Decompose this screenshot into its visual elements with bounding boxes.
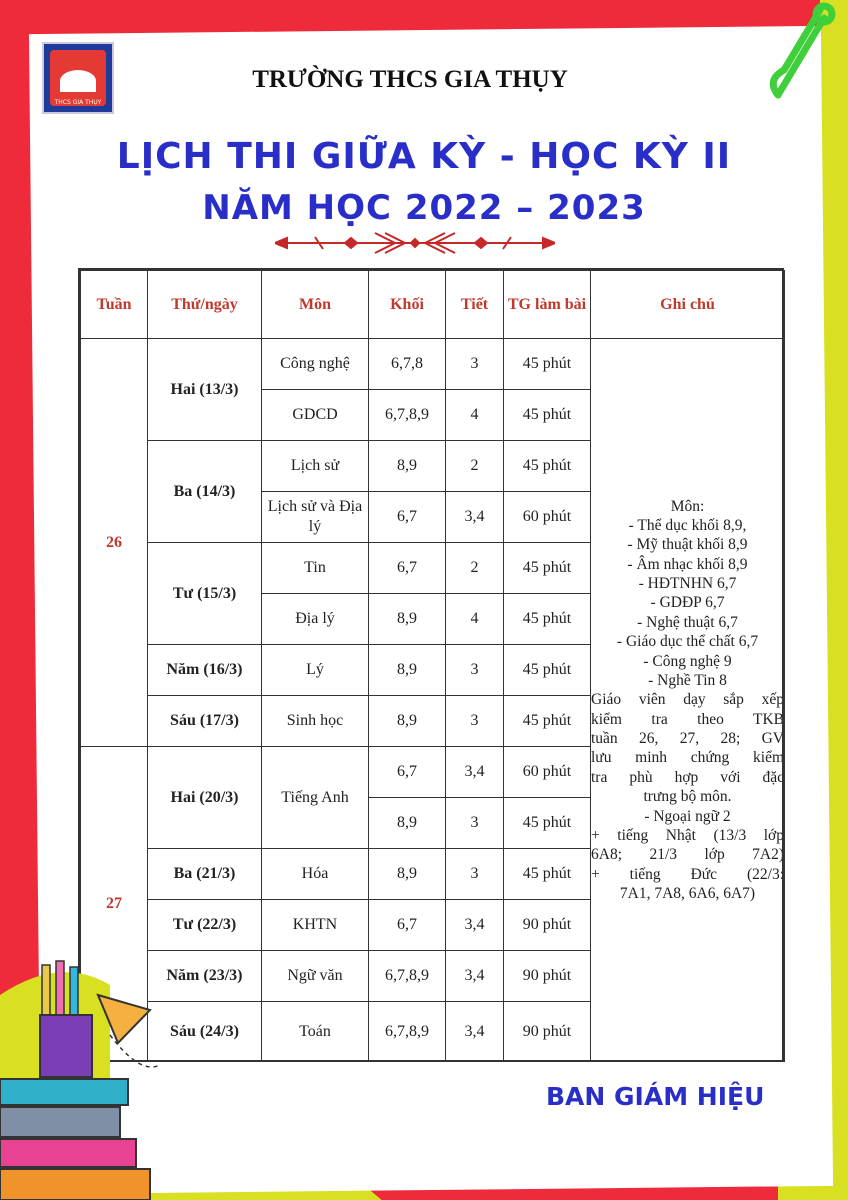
note-item: - Giáo dục thể chất 6,7 <box>616 633 759 651</box>
grade-cell: 8,9 <box>369 441 446 492</box>
note-item: - HĐTNHN 6,7 <box>638 575 737 593</box>
week-cell: 26 <box>81 339 148 747</box>
subject-cell: Lý <box>262 645 369 696</box>
page-title: LỊCH THI GIỮA KỲ - HỌC KỲ II <box>116 136 732 177</box>
period-cell: 3,4 <box>446 951 504 1002</box>
header-day: Thứ/ngày <box>148 271 262 339</box>
day-cell: Ba (21/3) <box>148 849 262 900</box>
subject-cell: Hóa <box>262 849 369 900</box>
duration-cell: 60 phút <box>504 747 591 798</box>
duration-cell: 45 phút <box>504 645 591 696</box>
subject-cell: Địa lý <box>262 594 369 645</box>
subject-cell: Ngữ văn <box>262 951 369 1002</box>
duration-cell: 90 phút <box>504 951 591 1002</box>
note-item: - Âm nhạc khối 8,9 <box>627 555 748 573</box>
day-cell: Ba (14/3) <box>148 441 262 543</box>
grade-cell: 6,7 <box>369 747 446 798</box>
grade-cell: 6,7,8,9 <box>369 390 446 441</box>
day-cell: Tư (22/3) <box>148 900 262 951</box>
logo-text: THCS GIA THỤY <box>54 99 102 106</box>
note-item: - Mỹ thuật khối 8,9 <box>627 536 748 554</box>
duration-cell: 45 phút <box>504 798 591 849</box>
note-paragraph-end: trưng bộ môn. <box>643 788 732 806</box>
grade-cell: 8,9 <box>369 645 446 696</box>
note-item: - Nghề Tin 8 <box>648 671 727 689</box>
subject-cell: KHTN <box>262 900 369 951</box>
note-language-end: 7A1, 7A8, 6A6, 6A7) <box>619 885 756 903</box>
period-cell: 2 <box>446 543 504 594</box>
exam-schedule-table <box>80 270 785 1062</box>
note-language-title: - Ngoại ngữ 2 <box>644 807 731 825</box>
note-language-line: + tiếng Nhật (13/3 lớp <box>591 826 784 844</box>
duration-cell: 45 phút <box>504 696 591 747</box>
duration-cell: 60 phút <box>504 492 591 543</box>
duration-cell: 45 phút <box>504 390 591 441</box>
table-row <box>81 339 785 390</box>
duration-cell: 90 phút <box>504 900 591 951</box>
day-cell: Năm (16/3) <box>148 645 262 696</box>
note-paragraph-line: tuần 26, 27, 28; GV <box>591 730 784 748</box>
duration-cell: 45 phút <box>504 441 591 492</box>
duration-cell: 45 phút <box>504 594 591 645</box>
day-cell: Hai (13/3) <box>148 339 262 441</box>
grade-cell: 8,9 <box>369 594 446 645</box>
grade-cell: 6,7,8 <box>369 339 446 390</box>
signature-title: BAN GIÁM HIỆU <box>546 1082 765 1111</box>
subject-cell: Lịch sử và Địa lý <box>262 492 369 543</box>
period-cell: 3 <box>446 798 504 849</box>
note-paragraph-line: Giáo viên dạy sắp xếp <box>591 691 784 709</box>
period-cell: 3,4 <box>446 1002 504 1062</box>
day-cell: Tư (15/3) <box>148 543 262 645</box>
header-note: Ghi chú <box>591 271 785 339</box>
note-cell <box>591 339 785 1062</box>
note-paragraph-line: kiểm tra theo TKB <box>591 710 784 728</box>
duration-cell: 90 phút <box>504 1002 591 1062</box>
header-period: Tiết <box>446 271 504 339</box>
period-cell: 4 <box>446 390 504 441</box>
period-cell: 3 <box>446 696 504 747</box>
period-cell: 3,4 <box>446 492 504 543</box>
day-cell: Sáu (17/3) <box>148 696 262 747</box>
subject-cell: Tin <box>262 543 369 594</box>
day-cell: Hai (20/3) <box>148 747 262 849</box>
note-item: - Thể dục khối 8,9, <box>628 516 747 534</box>
week-cell: 27 <box>81 747 148 1062</box>
day-cell: Sáu (24/3) <box>148 1002 262 1062</box>
header-subject: Môn <box>262 271 369 339</box>
period-cell: 2 <box>446 441 504 492</box>
note-language-line: 6A8; 21/3 lớp 7A2) <box>591 846 784 864</box>
period-cell: 3 <box>446 849 504 900</box>
note-item: - Nghệ thuật 6,7 <box>637 613 738 631</box>
note-item: - Công nghệ 9 <box>643 652 732 670</box>
header-week: Tuần <box>81 271 148 339</box>
grade-cell: 8,9 <box>369 849 446 900</box>
grade-cell: 6,7 <box>369 900 446 951</box>
school-logo <box>42 42 114 114</box>
header-grade: Khối <box>369 271 446 339</box>
period-cell: 3 <box>446 645 504 696</box>
note-paragraph-line: tra phù hợp với đặc <box>591 768 784 786</box>
period-cell: 3,4 <box>446 747 504 798</box>
ornament-divider-icon <box>275 230 555 256</box>
grade-cell: 6,7,8,9 <box>369 1002 446 1062</box>
header-duration: TG làm bài <box>504 271 591 339</box>
note-paragraph-line: lưu minh chứng kiểm <box>591 749 784 767</box>
subject-cell: GDCD <box>262 390 369 441</box>
grade-cell: 8,9 <box>369 798 446 849</box>
period-cell: 4 <box>446 594 504 645</box>
subject-cell: Công nghệ <box>262 339 369 390</box>
period-cell: 3 <box>446 339 504 390</box>
subject-cell: Tiếng Anh <box>262 747 369 849</box>
duration-cell: 45 phút <box>504 339 591 390</box>
school-name: TRƯỜNG THCS GIA THỤY <box>252 66 568 93</box>
books-pencils-icon <box>0 955 200 1200</box>
grade-cell: 6,7 <box>369 543 446 594</box>
note-language-line: + tiếng Đức (22/3: <box>591 865 784 883</box>
subject-cell: Lịch sử <box>262 441 369 492</box>
note-intro: Môn: <box>670 497 705 515</box>
subject-cell: Toán <box>262 1002 369 1062</box>
day-cell: Năm (23/3) <box>148 951 262 1002</box>
note-item: - GDĐP 6,7 <box>650 594 725 612</box>
grade-cell: 6,7 <box>369 492 446 543</box>
school-year: NĂM HỌC 2022 – 2023 <box>202 188 646 228</box>
period-cell: 3,4 <box>446 900 504 951</box>
duration-cell: 45 phút <box>504 543 591 594</box>
grade-cell: 8,9 <box>369 696 446 747</box>
subject-cell: Sinh học <box>262 696 369 747</box>
duration-cell: 45 phút <box>504 849 591 900</box>
safety-pin-icon <box>758 0 838 110</box>
grade-cell: 6,7,8,9 <box>369 951 446 1002</box>
